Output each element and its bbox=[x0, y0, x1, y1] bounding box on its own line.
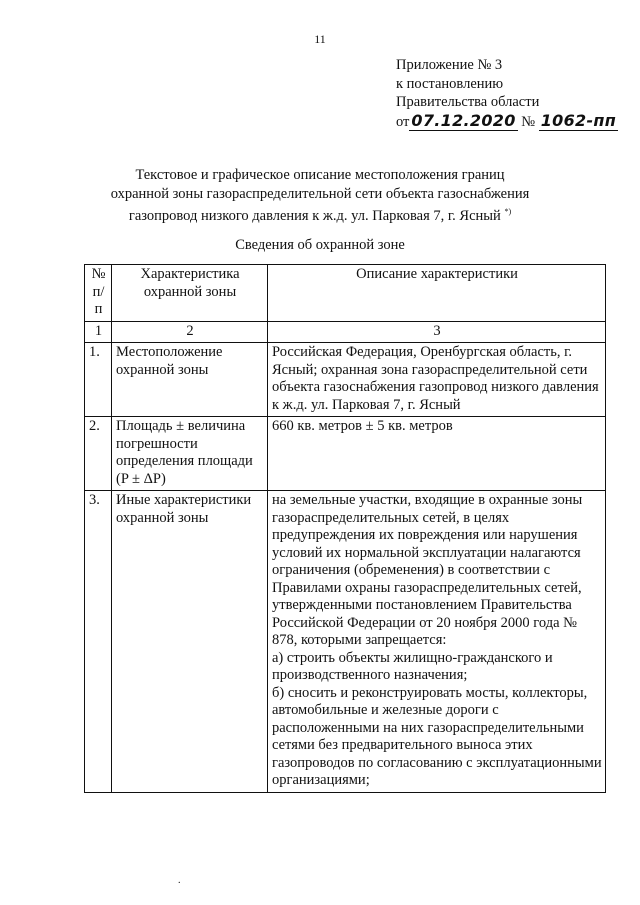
title-line-2: охранной зоны газораспределительной сети объекта газоснабжения bbox=[110, 185, 530, 202]
zone-info-table bbox=[84, 264, 606, 793]
appendix-date-line bbox=[396, 112, 618, 132]
column-number: 3 bbox=[268, 321, 606, 343]
column-number-row bbox=[85, 321, 606, 343]
row-num: 2. bbox=[85, 417, 112, 491]
restriction-item: б) сносить и реконструировать мосты, коллекторы, автомобильные и железные дороги с расположенными на них газораспределительными сетями без предварительного выноса этих газопроводов по согласованию с эксплуатационными организациями; bbox=[272, 684, 602, 788]
number-prefix: № bbox=[521, 113, 536, 130]
table-header-row bbox=[85, 265, 606, 322]
footnote-mark: *) bbox=[504, 207, 512, 216]
document-title bbox=[0, 166, 640, 225]
section-heading: Сведения об охранной зоне bbox=[235, 237, 405, 253]
restriction-item: а) строить объекты жилищно-гражданского и производственного назначения; bbox=[272, 649, 553, 683]
column-number: 1 bbox=[85, 321, 112, 343]
table-row bbox=[85, 343, 606, 417]
column-number: 2 bbox=[112, 321, 268, 343]
row-characteristic: Местоположение охранной зоны bbox=[112, 343, 268, 417]
handwritten-date: 07.12.2020 bbox=[411, 110, 516, 130]
header-description: Описание характеристики bbox=[268, 265, 606, 322]
header-num: № п/п bbox=[85, 265, 112, 322]
row-description-text: на земельные участки, входящие в охранные зоны газораспределительных сетей, в целях предупреждения их повреждения или нарушения условий их нормальной эксплуатации налагаются ограничения (обременения) в соответствии с Правилами охраны газораспределительных сетей, утвержденными постановлением Правительства Российской Федерации от 20 ноября 2000 года № 878, которыми запрещается: bbox=[272, 492, 583, 648]
bottom-mark: . bbox=[178, 875, 181, 886]
row-num: 1. bbox=[85, 343, 112, 417]
row-characteristic: Иные характеристики охранной зоны bbox=[112, 491, 268, 793]
row-description: Российская Федерация, Оренбургская область, г. Ясный; охранная зона газораспределительной сети объекта газоснабжения газопровод низкого давления к ж.д. ул. Парковая 7, г. Ясный bbox=[268, 343, 606, 417]
title-line-3 bbox=[0, 203, 640, 225]
appendix-ref: к постановлению bbox=[396, 75, 504, 92]
title-line-1: Текстовое и графическое описание местоположения границ bbox=[135, 167, 505, 183]
row-num: 3. bbox=[85, 491, 112, 793]
page-number: 11 bbox=[314, 32, 326, 46]
row-description: 660 кв. метров ± 5 кв. метров bbox=[268, 417, 606, 491]
table-row bbox=[85, 417, 606, 491]
row-description bbox=[268, 491, 606, 793]
appendix-block bbox=[396, 56, 618, 131]
row-characteristic: Площадь ± величина погрешности определения площади (P ± ΔP) bbox=[112, 417, 268, 491]
handwritten-number: 1062-пп bbox=[540, 110, 617, 130]
appendix-authority: Правительства области bbox=[396, 94, 540, 110]
table-row bbox=[85, 491, 606, 793]
title-line-3-text: газопровод низкого давления к ж.д. ул. Парковая 7, г. Ясный bbox=[128, 207, 501, 224]
appendix-title: Приложение № 3 bbox=[396, 57, 503, 73]
header-characteristic: Характеристика охранной зоны bbox=[112, 265, 268, 322]
date-prefix: от bbox=[396, 113, 410, 130]
